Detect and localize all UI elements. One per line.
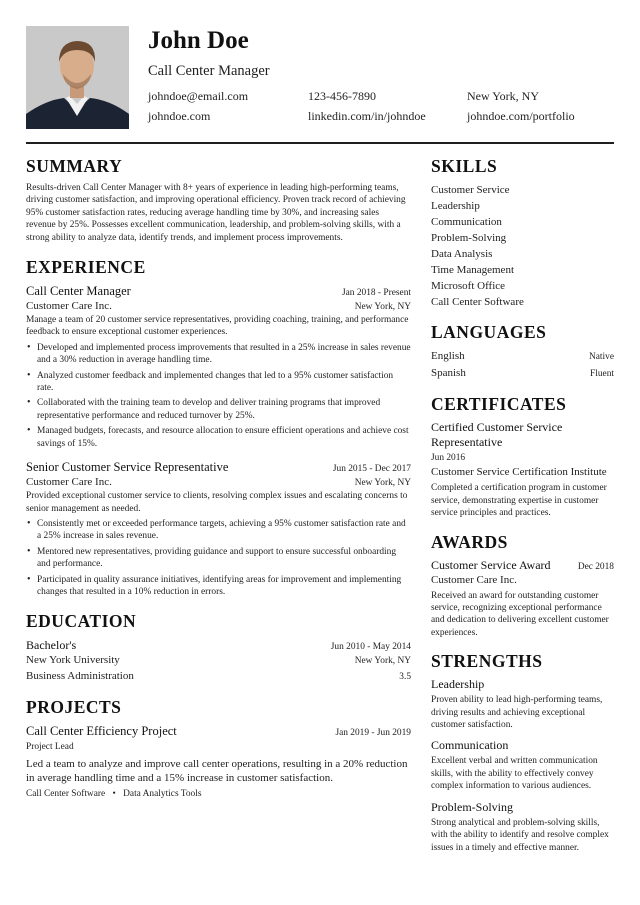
certificates-heading: CERTIFICATES xyxy=(431,394,567,414)
job-bullet: • Managed budgets, forecasts, and resource allocation to ensure efficient operations and achieve cost savings of 15%. xyxy=(26,425,411,450)
job-bullet: • Consistently met or exceeded performance targets, achieving a 95% customer satisfaction rate and a 25% increase in sales revenue. xyxy=(26,518,411,543)
side-column xyxy=(431,156,614,854)
project-role: Project Lead xyxy=(26,742,74,753)
job-description: Provided exceptional customer service to clients, resolving complex issues and escalating concerns to senior management as needed. xyxy=(26,491,408,514)
education-section xyxy=(26,611,411,684)
job-title: Senior Customer Service Representative xyxy=(26,460,229,475)
education-field: Business Administration xyxy=(26,670,134,683)
award-title: Customer Service Award xyxy=(431,557,551,572)
project-description: Led a team to analyze and improve call center operations, resulting in a 20% reduction in average handling time and a 15% increase in customer satisfaction. xyxy=(26,757,408,784)
experience-heading: EXPERIENCE xyxy=(26,257,146,278)
profile-photo xyxy=(26,26,129,129)
language-level: Fluent xyxy=(590,369,614,379)
skills-section xyxy=(431,156,614,310)
header-divider xyxy=(26,142,614,144)
strengths-heading: STRENGTHS xyxy=(431,651,543,672)
language-level: Native xyxy=(589,352,614,362)
skill-item: Microsoft Office xyxy=(431,280,506,292)
language-name: English xyxy=(431,350,465,362)
job-description: Manage a team of 20 customer service representatives, providing coaching, training, and performance feedback to ensure exceptional customer experiences. xyxy=(26,315,409,338)
certificates-section xyxy=(431,394,614,520)
job-location: New York, NY xyxy=(354,478,411,489)
skill-item: Leadership xyxy=(431,200,480,212)
skill-item: Data Analysis xyxy=(431,248,493,260)
certificate-title: Certified Customer Service Representative xyxy=(431,420,563,449)
strength-description: Excellent verbal and written communication skills, with the ability to effectively convey complex information to various audiences. xyxy=(431,756,598,792)
summary-section xyxy=(26,156,411,244)
job-bullets xyxy=(26,342,411,450)
job-bullet: • Participated in quality assurance initiatives, identifying areas for improvement and implementing changes that resulted in a 10% reduction in errors. xyxy=(26,574,411,599)
profile-photo-illustration xyxy=(26,26,129,129)
project-tools xyxy=(26,788,411,800)
project-tool: Data Analytics Tools xyxy=(123,788,202,799)
job-dates: Jun 2015 - Dec 2017 xyxy=(332,464,411,475)
job-bullet: • Developed and implemented process improvements that resulted in a 25% increase in sales revenue and a 30% reduction in average handling time. xyxy=(26,342,411,367)
strength-description: Strong analytical and problem-solving skills, with the ability to identify and resolve complex issues in a timely and effective manner. xyxy=(431,817,609,853)
strengths-section xyxy=(431,651,614,854)
job-bullets xyxy=(26,518,411,598)
candidate-title: Call Center Manager xyxy=(148,63,270,79)
job-location: New York, NY xyxy=(354,302,411,313)
job-dates: Jan 2018 - Present xyxy=(342,288,411,299)
projects-heading: PROJECTS xyxy=(26,697,122,718)
languages-heading: LANGUAGES xyxy=(431,322,547,342)
strength-title: Communication xyxy=(431,738,509,753)
award-issuer: Customer Care Inc. xyxy=(431,573,517,586)
skills-heading: SKILLS xyxy=(431,156,498,176)
project-title: Call Center Efficiency Project xyxy=(26,724,177,739)
education-gpa: 3.5 xyxy=(399,672,411,683)
contact-linkedin[interactable]: linkedin.com/in/johndoe xyxy=(308,109,426,123)
certificate-description: Completed a certification program in customer service, demonstrating expertise in customer service principles and practices. xyxy=(431,483,607,519)
certificate-date: Jun 2016 xyxy=(431,453,466,463)
candidate-name: John Doe xyxy=(148,27,249,54)
award-date: Dec 2018 xyxy=(577,561,614,572)
strength-item xyxy=(431,677,614,731)
strength-item xyxy=(431,800,614,854)
awards-heading: AWARDS xyxy=(431,531,508,552)
awards-section xyxy=(431,532,614,640)
job-company: Customer Care Inc. xyxy=(26,476,112,489)
experience-section xyxy=(26,257,411,598)
skill-item: Customer Service xyxy=(431,184,510,196)
resume-header xyxy=(26,26,614,130)
certificate-issuer: Customer Service Certification Institute xyxy=(431,466,607,479)
contact-website[interactable]: johndoe.com xyxy=(148,109,211,123)
project-dates: Jan 2019 - Jun 2019 xyxy=(335,728,411,739)
strength-title: Leadership xyxy=(431,677,485,692)
contact-location: New York, NY xyxy=(467,89,540,103)
project-tool: Call Center Software xyxy=(26,788,106,799)
strength-item xyxy=(431,738,614,792)
contact-phone[interactable]: 123-456-7890 xyxy=(308,89,376,103)
job-entry xyxy=(26,459,411,598)
main-column xyxy=(26,156,411,800)
education-degree: Bachelor's xyxy=(26,638,77,653)
skill-item: Time Management xyxy=(431,264,514,276)
education-dates: Jun 2010 - May 2014 xyxy=(330,642,411,653)
summary-heading: SUMMARY xyxy=(26,156,123,176)
summary-text: Results-driven Call Center Manager with 8+ years of experience in leading high-performing teams, driving customer satisfaction, and improving operational efficiency. Proven track record of achieving 95% customer satisfaction rates, reducing average handling time by 30%, and increasing sales revenue by 25%. Possesses excellent communication, leadership, and problem-solving skills, with a strong ability to analyze data, identify trends, and implement process improvements. xyxy=(26,183,406,243)
job-company: Customer Care Inc. xyxy=(26,300,112,313)
award-description: Received an award for outstanding customer service, recognizing exceptional performance and dedication to delivering excellent customer experiences. xyxy=(431,590,609,638)
projects-section xyxy=(26,697,411,800)
job-bullet: • Collaborated with the training team to develop and deliver training programs that improved representative performance and reduced turnover by 25%. xyxy=(26,397,411,422)
job-entry xyxy=(26,283,411,450)
skill-item: Call Center Software xyxy=(431,296,524,308)
skill-item: Problem-Solving xyxy=(431,232,507,244)
job-title: Call Center Manager xyxy=(26,284,131,299)
education-heading: EDUCATION xyxy=(26,611,137,632)
skill-item: Communication xyxy=(431,216,502,228)
strength-description: Proven ability to lead high-performing teams, driving results and achieving exceptional customer satisfaction. xyxy=(431,695,603,731)
education-school: New York University xyxy=(26,654,120,667)
strength-title: Problem-Solving xyxy=(431,799,514,814)
job-bullet: • Mentored new representatives, providing guidance and support to ensure successful onboarding and performance. xyxy=(26,546,411,571)
tool-separator: • xyxy=(112,788,116,799)
languages-section xyxy=(431,322,614,382)
education-location: New York, NY xyxy=(354,656,411,667)
language-name: Spanish xyxy=(431,367,466,379)
contact-portfolio[interactable]: johndoe.com/portfolio xyxy=(467,109,575,123)
contact-email[interactable]: johndoe@email.com xyxy=(148,89,249,103)
job-bullet: • Analyzed customer feedback and implemented changes that led to a 95% customer satisfaction rate. xyxy=(26,370,411,395)
